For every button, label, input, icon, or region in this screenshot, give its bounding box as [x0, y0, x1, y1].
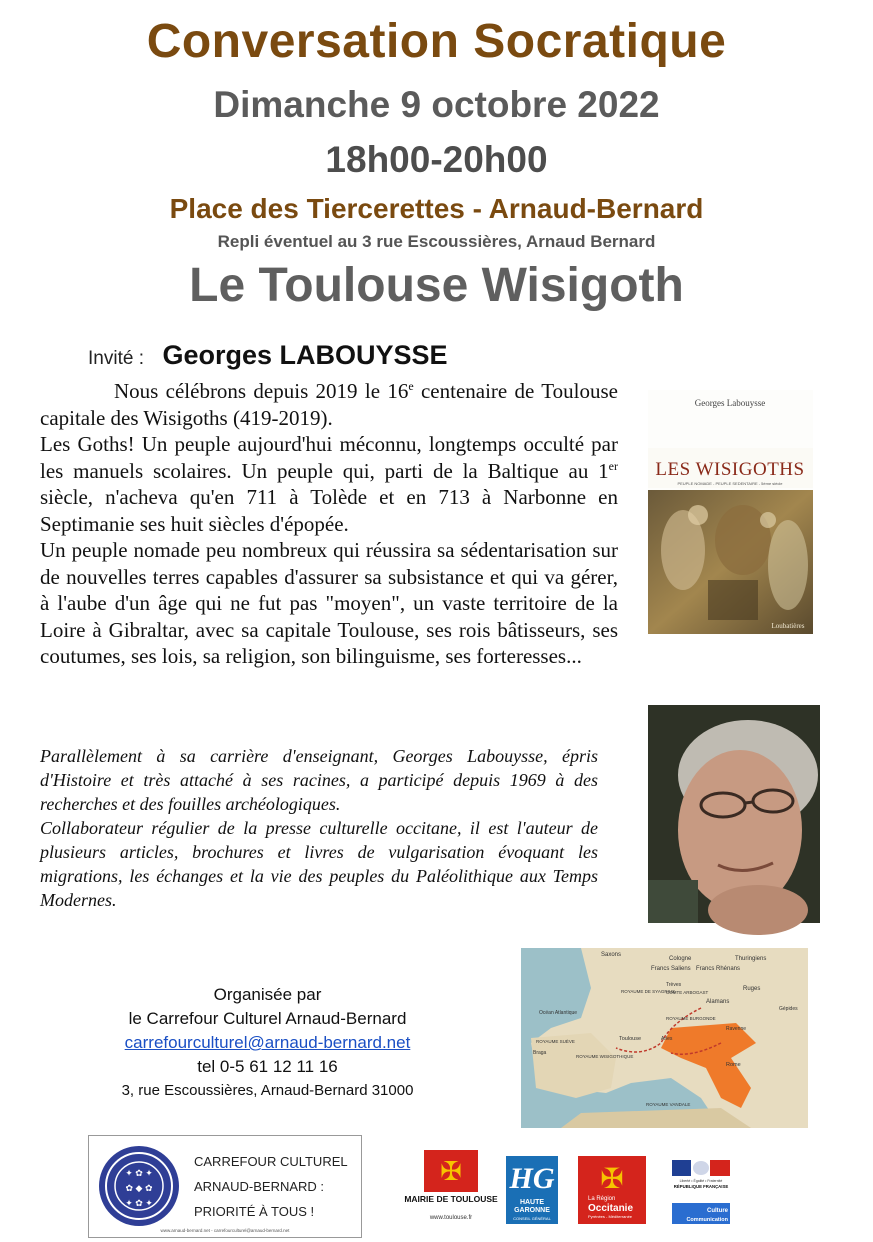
rf-graphic — [670, 1158, 732, 1226]
event-date: Dimanche 9 octobre 2022 — [213, 84, 660, 125]
intro-p1-text-end: centenaire de Toulouse capitale des Wisigoths (419-2019). — [40, 379, 618, 430]
map-graphic — [521, 948, 808, 1128]
toulouse-url: www.toulouse.fr — [429, 1215, 473, 1221]
bio-text — [40, 744, 598, 912]
svg-text:✦ ✿ ✦: ✦ ✿ ✦ — [125, 1168, 153, 1178]
map-label-0: Saxons — [601, 952, 622, 958]
logo-footer: www.arnaud-bernard.net - carrefourculturel@arnaud-bernard.net — [160, 1228, 290, 1233]
organizer-phone: tel 0-5 61 12 11 16 — [197, 1057, 338, 1076]
region-occitanie-logo — [578, 1156, 646, 1224]
book-title: LES WISIGOTHS — [655, 459, 805, 480]
map-label-18: ROYAUME WISIGOTHIQUE — [576, 1054, 634, 1059]
map-image — [521, 948, 808, 1128]
book-publisher: Loubatières — [771, 622, 805, 630]
haute-garonne-logo — [506, 1148, 558, 1224]
occ-line-2: Occitanie — [588, 1203, 634, 1214]
map-label-19: Rome — [726, 1062, 741, 1068]
map-label-7: COMTE ARBOGAST — [666, 990, 709, 995]
organizer-name: le Carrefour Culturel Arnaud-Bernard — [128, 1009, 407, 1028]
rf-communication: Communication — [686, 1217, 728, 1223]
guest-line — [88, 340, 448, 371]
organizer-intro: Organisée par — [213, 985, 322, 1004]
organizer-email-link[interactable]: carrefourculturel@arnaud-bernard.net — [124, 1033, 411, 1052]
republique-francaise-culture-logo — [670, 1158, 732, 1226]
rf-motto: Liberté • Égalité • Fraternité — [679, 1179, 723, 1183]
map-label-17: Braga — [533, 1050, 547, 1056]
map-label-10: Océan Atlantique — [539, 1010, 578, 1016]
haute-garonne-graphic — [506, 1148, 558, 1224]
intro-paragraph-2 — [40, 431, 618, 537]
rf-culture: Culture — [707, 1208, 728, 1214]
book-subtitle: PEUPLE NOMADE - PEUPLE SEDENTAIRE - 5ème siècle — [677, 481, 783, 486]
bio-paragraph-2: Collaborateur régulier de la presse culturelle occitane, il est l'auteur de plusieurs articles, brochures et livres de vulgarisation évoquant les migrations, les échanges et la vie des peuples du Paléolithique aux Temps Modernes. — [40, 818, 598, 910]
intro-paragraph-1 — [40, 378, 618, 431]
map-label-14: ROYAUME SUÈVE — [536, 1039, 575, 1044]
map-label-8: Alamans — [706, 999, 730, 1005]
svg-text:✿ ◆ ✿: ✿ ◆ ✿ — [125, 1183, 153, 1193]
book-cover-graphic — [648, 390, 813, 634]
guest-name: Georges LABOUYSSE — [162, 340, 448, 370]
occitanie-graphic — [578, 1156, 646, 1224]
logo-line-1: CARREFOUR CULTUREL — [194, 1154, 348, 1169]
map-label-16: Arles — [661, 1036, 673, 1042]
intro-p2-text: Les Goths! Un peuple aujourd'hui méconnu, longtemps occulté par les manuels scolaires. Un peuple qui, parti de la Baltique au 1 — [40, 432, 618, 483]
map-label-6: ROYAUME DE SYAGRIUS — [621, 989, 676, 994]
bio-paragraph-1: Parallèlement à sa carrière d'enseignant, Georges Labouysse, épris d'Histoire et très attaché à ses racines, a participé depuis 1969 à des recherches et des fouilles archéologiques. — [40, 746, 598, 814]
svg-text:HG: HG — [509, 1162, 555, 1195]
mairie-toulouse-logo — [404, 1150, 498, 1222]
toulouse-logo-text: MAIRIE DE TOULOUSE — [404, 1194, 498, 1204]
intro-p2-text-end: siècle, n'acheva qu'en 711 à Tolède et en 713 à Narbonne en Septimanie ses huit siècles d'épopée. — [40, 485, 618, 536]
event-title: Conversation Socratique — [146, 15, 727, 68]
organizer-block — [80, 983, 455, 1103]
intro-p1-sup: e — [408, 379, 414, 393]
author-photo-graphic — [648, 705, 820, 923]
map-label-4: Francs Rhénans — [696, 966, 741, 972]
occitanie-cross-icon: ✠ — [600, 1163, 624, 1194]
intro-p1-text: Nous célébrons depuis 2019 le 16 — [114, 379, 409, 403]
map-label-15: Toulouse — [619, 1036, 642, 1042]
hg-line-1: HAUTE — [519, 1199, 545, 1206]
occ-line-3: Pyrénées - Méditerranée — [588, 1214, 633, 1219]
map-label-3: Francs Saliens — [651, 966, 691, 972]
book-cover-image — [648, 390, 813, 634]
hg-line-2: GARONNE — [514, 1207, 550, 1214]
logo-line-3: PRIORITÉ À TOUS ! — [194, 1204, 315, 1219]
event-fallback-location: Repli éventuel au 3 rue Escoussières, Arnaud Bernard — [217, 232, 656, 251]
map-label-2: Thuringiens — [735, 956, 767, 962]
event-place: Place des Tiercerettes - Arnaud-Bernard — [169, 193, 704, 224]
occ-line-1: La Région — [588, 1196, 616, 1202]
map-label-20: ROYAUME VANDALE — [646, 1102, 691, 1107]
hg-line-3: CONSEIL GÉNÉRAL — [513, 1216, 551, 1221]
map-label-5: Trèves — [666, 982, 682, 988]
intro-paragraph-3: Un peuple nomade peu nombreux qui réussira sa sédentarisation sur de nouvelles terres capables d'assurer sa subsistance et qui va gérer, à l'aube d'un âge qui ne fut pas "moyen", un vaste territoire de la Loire à Gibraltar, avec sa capitale Toulouse, ses rois bâtisseurs, ses coutumes, ses lois, sa religion, son bilinguisme, ses forteresses... — [40, 538, 618, 668]
event-topic: Le Toulouse Wisigoth — [189, 259, 684, 312]
intro-p2-sup: er — [608, 458, 618, 473]
map-label-13: Gépides — [779, 1006, 798, 1012]
carrefour-logo-graphic — [89, 1136, 361, 1237]
map-label-11: ROYAUME BURGONDE — [666, 1016, 716, 1021]
logo-line-2: ARNAUD-BERNARD : — [194, 1179, 325, 1194]
author-photo — [648, 705, 820, 923]
event-time: 18h00-20h00 — [325, 139, 548, 180]
occitan-cross-icon: ✠ — [440, 1156, 462, 1186]
carrefour-culturel-logo — [88, 1135, 362, 1238]
map-label-1: Cologne — [669, 956, 692, 962]
book-author: Georges Labouysse — [694, 398, 766, 408]
organizer-address: 3, rue Escoussières, Arnaud-Bernard 31000 — [121, 1082, 414, 1099]
map-label-12: Ravenne — [726, 1026, 747, 1032]
intro-text — [40, 378, 618, 670]
guest-label: Invité : — [88, 348, 144, 369]
rf-name: RÉPUBLIQUE FRANÇAISE — [673, 1184, 729, 1189]
map-label-9: Ruges — [743, 986, 761, 992]
svg-text:✦ ✿ ✦: ✦ ✿ ✦ — [125, 1198, 153, 1208]
toulouse-logo-graphic — [404, 1150, 498, 1222]
